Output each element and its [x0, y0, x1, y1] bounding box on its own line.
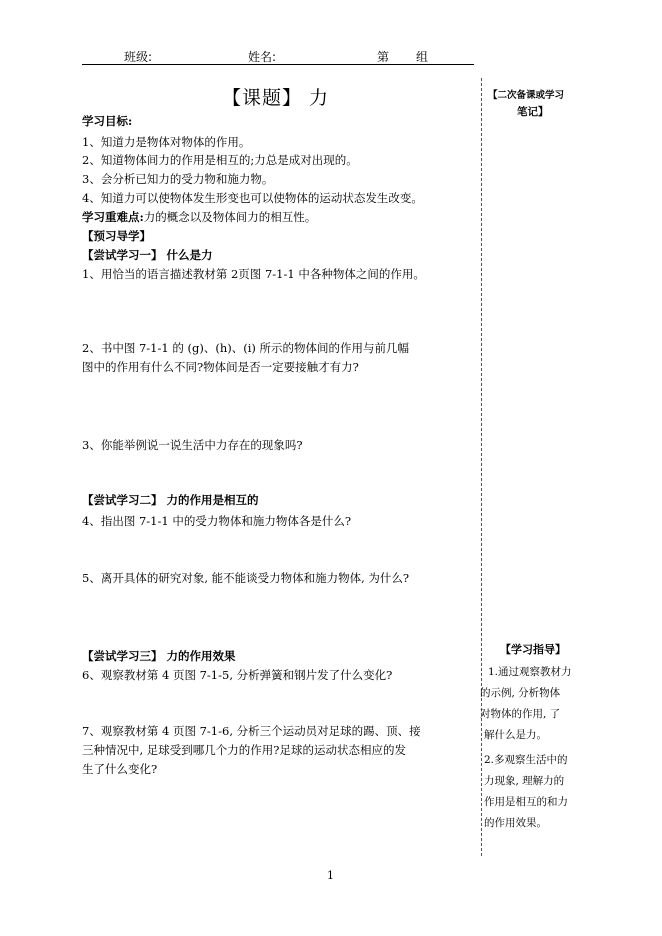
question-7-line-1: 7、观察教材第 4 页图 7-1-6, 分析三个运动员对足球的踢、顶、接 — [82, 724, 421, 738]
notes-heading-line-1: 【二次备课或学习 — [488, 90, 565, 101]
margin-divider — [481, 78, 482, 856]
key-points-text: 力的概念以及物体间力的相互性。 — [143, 210, 317, 224]
question-5: 5、离开具体的研究对象, 能不能谈受力物体和施力物体, 为什么? — [82, 571, 410, 585]
guide-heading: 【学习指导】 — [500, 643, 566, 656]
group-prefix: 第 — [377, 50, 390, 64]
question-1: 1、用恰当的语言描述教材第 2页图 7-1-1 中各种物体之间的作用。 — [82, 267, 425, 281]
question-4: 4、指出图 7-1-1 中的受力物体和施力物体各是什么? — [82, 514, 352, 528]
guide-line: 2.多观察生活中的 — [484, 754, 568, 766]
guide-line: 解什么是力。 — [484, 729, 547, 741]
header-rule — [82, 64, 474, 65]
section-2-heading: 【尝试学习二】 力的作用是相互的 — [82, 493, 259, 507]
goal-item: 2、知道物体间力的作用是相互的;力总是成对出现的。 — [82, 153, 358, 167]
guide-line: 对物体的作用, 了 — [480, 708, 561, 720]
notes-heading-line-2: 笔记】 — [517, 106, 549, 118]
class-label: 班级: — [124, 50, 153, 64]
goals-heading: 学习目标: — [82, 114, 133, 128]
guide-line: 力现象, 理解力的 — [484, 775, 565, 787]
question-2-line-1: 2、书中图 7-1-1 的 (g)、(h)、(i) 所示的物体间的作用与前几幅 — [82, 341, 410, 355]
page-number: 1 — [327, 869, 334, 882]
group-suffix: 组 — [416, 50, 429, 64]
question-2-line-2: 图中的作用有什么不同?物体间是否一定要接触才有力? — [82, 360, 359, 374]
question-6: 6、观察教材第 4 页图 7-1-5, 分析弹簧和钢片发了什么变化? — [82, 668, 393, 682]
section-3-heading: 【尝试学习三】 力的作用效果 — [82, 649, 236, 663]
guide-line: 的作用效果。 — [484, 817, 547, 829]
page-title: 【课题】 力 — [222, 87, 330, 109]
key-points-label: 学习重难点: — [82, 210, 144, 224]
guide-line: 1.通过观察教材力 — [488, 666, 572, 678]
question-7-line-3: 生了什么变化? — [82, 762, 158, 776]
goal-item: 4、知道力可以使物体发生形变也可以使物体的运动状态发生改变。 — [82, 191, 423, 205]
guide-line: 作用是相互的和力 — [484, 796, 568, 808]
goal-item: 1、知道力是物体对物体的作用。 — [82, 135, 251, 149]
preview-heading: 【预习导学】 — [82, 229, 151, 243]
goal-item: 3、会分析已知力的受力物和施力物。 — [82, 172, 274, 186]
name-label: 姓名: — [248, 50, 277, 64]
question-7-line-2: 三种情况中, 足球受到哪几个力的作用?足球的运动状态相应的发 — [82, 743, 406, 757]
guide-line: 的示例, 分析物体 — [480, 687, 561, 699]
key-points — [82, 209, 316, 225]
question-3: 3、你能举例说一说生活中力存在的现象吗? — [82, 438, 303, 452]
section-1-heading: 【尝试学习一】 什么是力 — [82, 248, 213, 262]
